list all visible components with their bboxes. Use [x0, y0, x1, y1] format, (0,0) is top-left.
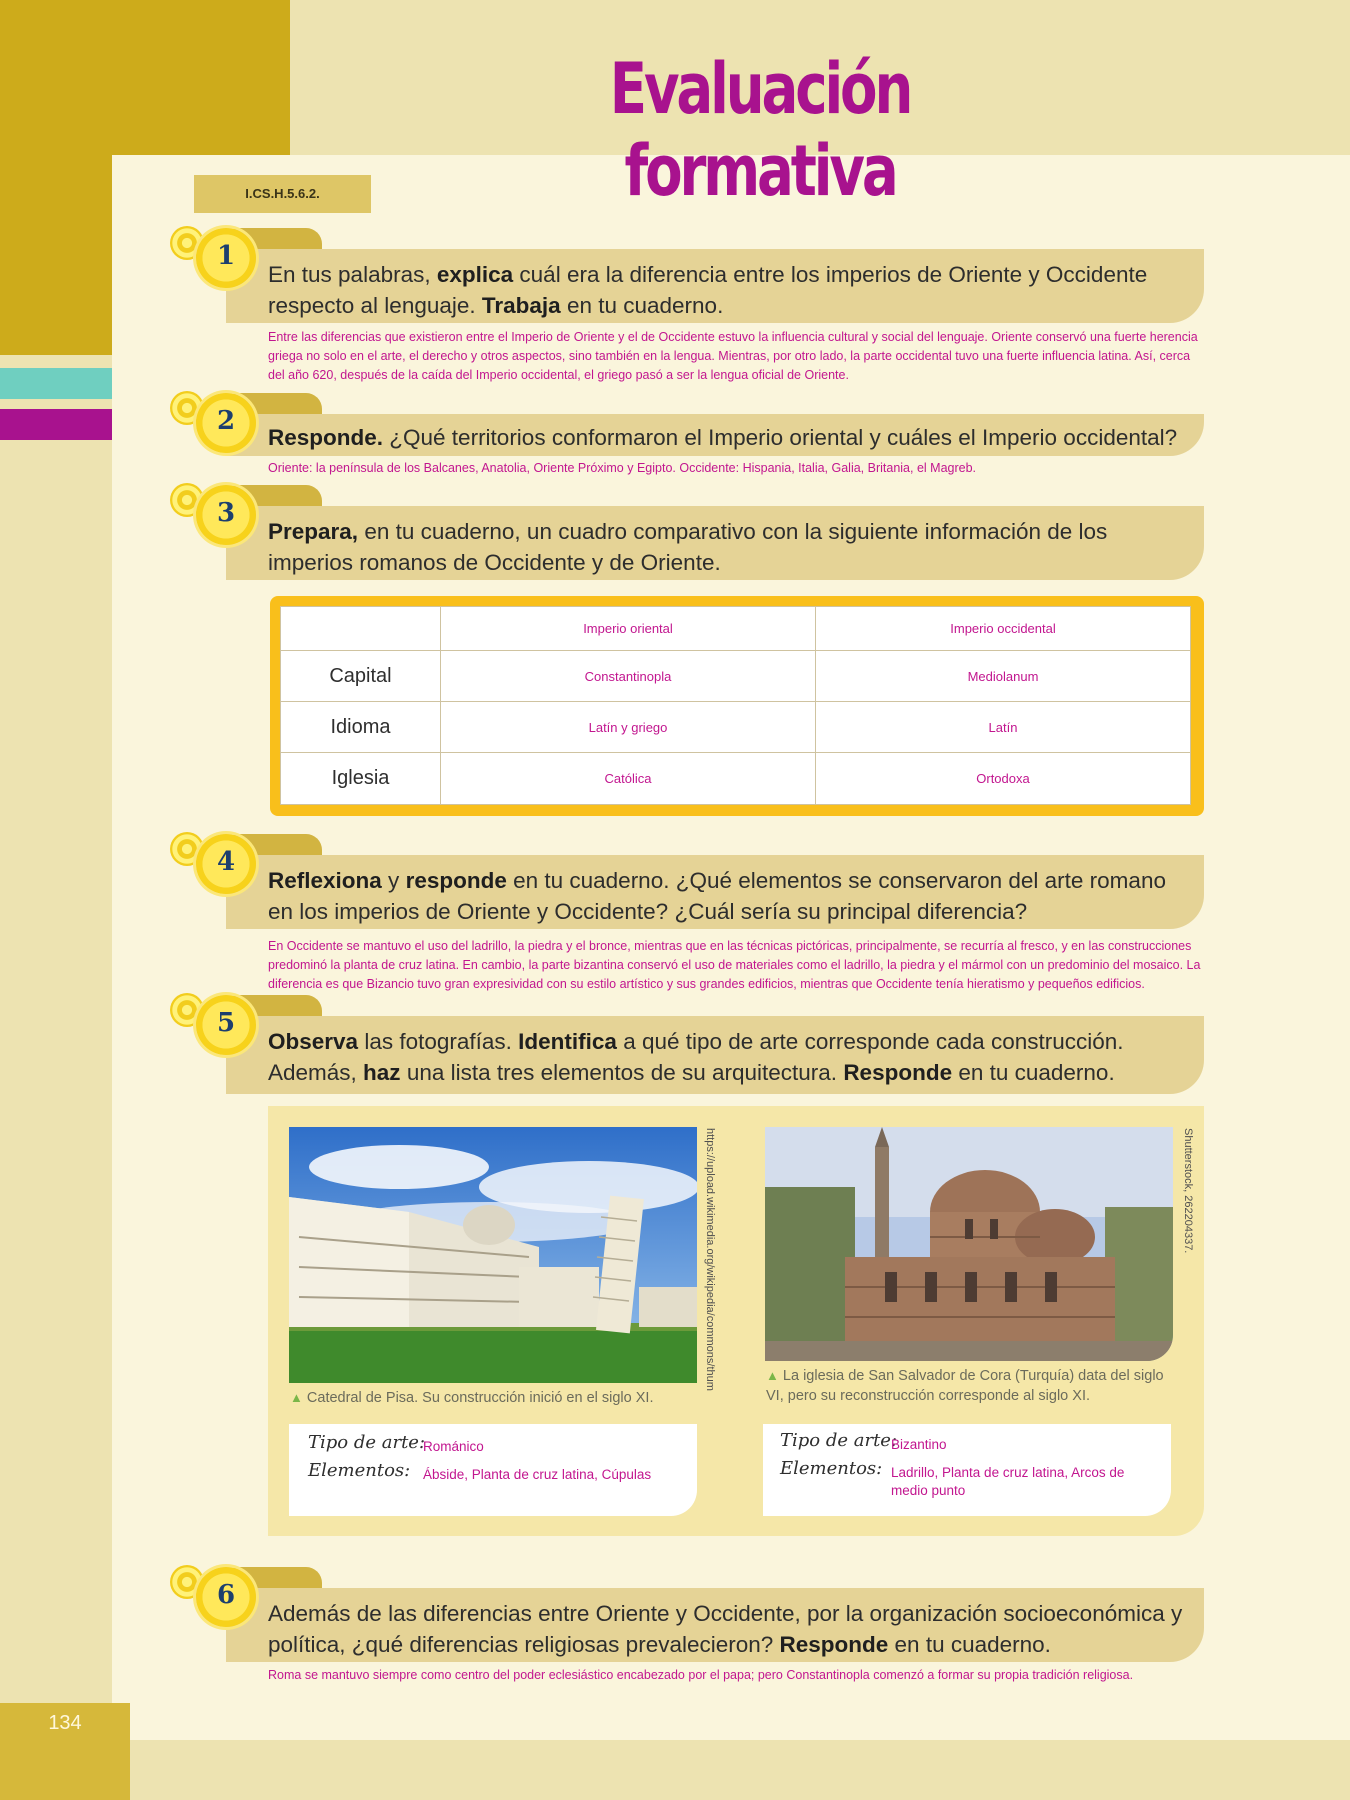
question-text-run: a qué tipo de arte corresponde cada construcción. Además,: [268, 1029, 1124, 1085]
bottom-strip: [112, 1740, 1350, 1800]
photo-credit-wikimedia: https://upload.wikimedia.org/wikipedia/commons/thum: [704, 1128, 716, 1391]
page-title: Evaluación formativa: [609, 48, 911, 212]
question-2-number: 2: [216, 406, 236, 436]
emphasis-text: Observa: [268, 1029, 359, 1054]
header-imperio-oriental: Imperio oriental: [441, 607, 816, 651]
table-row: [281, 651, 1191, 702]
tipo-label: Tipo de arte:: [780, 1430, 898, 1451]
table-row: [281, 753, 1191, 805]
table-row: [281, 702, 1191, 753]
photo-chora-church: [765, 1127, 1173, 1361]
row-label: Iglesia: [281, 753, 441, 805]
table-corner-cell: [281, 607, 441, 651]
caption-text: Catedral de Pisa. Su construcción inició en el siglo XI.: [306, 1390, 654, 1406]
emphasis-text: Responde.: [268, 425, 384, 450]
emphasis-text: Identifica: [518, 1029, 617, 1054]
question-1-text: [226, 249, 1204, 323]
emphasis-text: responde: [405, 868, 507, 893]
question-2-answer: Oriente: la península de los Balcanes, Anatolia, Oriente Próximo y Egipto. Occidente: Hispania, Italia, Galia, Britania, el Magreb.: [268, 461, 977, 475]
question-5-text: [226, 1016, 1204, 1094]
row-label: Idioma: [281, 702, 441, 753]
table-cell: Latín y griego: [441, 702, 816, 753]
photo-pisa-cathedral: [289, 1127, 697, 1383]
comparison-table: [280, 606, 1191, 805]
teal-stripe: [0, 368, 112, 399]
question-text-run: cuál era la diferencia entre los imperios de Oriente y Occidente respecto al lenguaje.: [268, 262, 1148, 318]
triangle-bullet-icon: ▲: [766, 1368, 779, 1383]
row-label: Capital: [281, 651, 441, 702]
elementos-label: Elementos:: [780, 1458, 883, 1479]
question-1-number: 1: [216, 241, 236, 271]
emphasis-text: Prepara,: [268, 519, 359, 544]
question-5-number: 5: [216, 1008, 236, 1038]
question-2-text: [226, 414, 1204, 456]
chora-church-illustration: [765, 1127, 1173, 1361]
pisa-cathedral-illustration: [289, 1127, 697, 1383]
table-cell: Ortodoxa: [816, 753, 1191, 805]
triangle-bullet-icon: ▲: [290, 1390, 303, 1405]
emphasis-text: Responde: [779, 1632, 889, 1657]
question-4-text: [226, 855, 1204, 929]
elementos-value: Ladrillo, Planta de cruz latina, Arcos de medio punto: [891, 1465, 1125, 1498]
table-header-row: [281, 607, 1191, 651]
question-text-run: en tu cuaderno.: [888, 1632, 1051, 1657]
question-text-run: una lista tres elementos de su arquitectura.: [400, 1060, 844, 1085]
question-6-answer: Roma se mantuvo siempre como centro del poder eclesiástico encabezado por el papa; pero Constantinopla comenzó a formar su propia tradición religiosa.: [268, 1668, 1134, 1682]
elementos-value: Ábside, Planta de cruz latina, Cúpulas: [423, 1467, 652, 1482]
question-6-number: 6: [216, 1580, 236, 1610]
tipo-value: Románico: [423, 1439, 484, 1454]
question-text-run: en tu cuaderno. ¿Qué elementos se conservaron del arte romano en los imperios de Oriente y Occidente? ¿Cuál sería su principal diferencia?: [268, 868, 1166, 924]
emphasis-text: Responde: [843, 1060, 953, 1085]
question-text-run: en tu cuaderno.: [560, 293, 724, 318]
photo-caption-pisa: [290, 1388, 710, 1408]
answer-card-pisa: [289, 1424, 697, 1516]
photo-caption-chora: [766, 1366, 1176, 1406]
question-1-answer: Entre las diferencias que existieron entre el Imperio de Oriente y el de Occidente estuvo la influencia cultural y social del lenguaje. Oriente conservó una fuerte herencia griega no solo en el arte, el derecho y otros aspectos, sino también en la lengua. Mientras, por otro lado, la parte occidental tuvo una fuerte influencia latina. Así, cerca del año 620, después de la caída del Imperio occidental, el griego pasó a ser la lengua oficial de Oriente.: [268, 330, 1198, 382]
magenta-stripe: [0, 409, 112, 440]
question-text-run: ¿Qué territorios conformaron el Imperio oriental y cuáles el Imperio occidental?: [383, 425, 1178, 450]
emphasis-text: Trabaja: [481, 293, 561, 318]
question-4-answer: En Occidente se mantuvo el uso del ladrillo, la piedra y el bronce, mientras que en las técnicas pictóricas, principalmente, se recurría al fresco, y en las construcciones predominó la planta de cruz latina. En cambio, la parte bizantina conservó el uso de materiales como el ladrillo, la piedra y el mármol con un predominio del mosaico. La diferencia es que Bizancio tuvo gran expresividad con su estilo artístico y sus grandes edificios, mientras que Occidente tenía hieratismo y pequeños edificios.: [268, 939, 1201, 991]
emphasis-text: haz: [363, 1060, 401, 1085]
table-cell: Católica: [441, 753, 816, 805]
table-cell: Mediolanum: [816, 651, 1191, 702]
emphasis-text: Reflexiona: [268, 868, 382, 893]
table-cell: Latín: [816, 702, 1191, 753]
caption-text: La iglesia de San Salvador de Cora (Turquía) data del siglo VI, pero su reconstrucción corresponde al siglo XI.: [766, 1368, 1164, 1404]
question-6-text: [226, 1588, 1204, 1662]
photo-credit-shutterstock: Shutterstock, 262204337.: [1182, 1128, 1194, 1254]
skill-code-tag: I.CS.H.5.6.2.: [194, 175, 371, 213]
question-4-number: 4: [216, 847, 236, 877]
question-text-run: y: [381, 868, 406, 893]
question-text-run: En tus palabras,: [268, 262, 437, 287]
question-3-number: 3: [216, 498, 236, 528]
question-text-run: las fotografías.: [358, 1029, 519, 1054]
tipo-label: Tipo de arte:: [308, 1432, 426, 1453]
emphasis-text: explica: [436, 262, 514, 287]
question-text-run: en tu cuaderno, un cuadro comparativo con la siguiente información de los imperios romanos de Occidente y de Oriente.: [268, 519, 1108, 575]
page-number: 134: [48, 1712, 82, 1734]
answer-card-chora: [763, 1424, 1171, 1516]
question-3-text: [226, 506, 1204, 580]
header-imperio-occidental: Imperio occidental: [816, 607, 1191, 651]
elementos-label: Elementos:: [308, 1460, 411, 1481]
question-text-run: Además de las diferencias entre Oriente y Occidente, por la organización socioeconómica y política, ¿qué diferencias religiosas prevalecieron?: [268, 1601, 1183, 1657]
question-text-run: en tu cuaderno.: [952, 1060, 1115, 1085]
table-cell: Constantinopla: [441, 651, 816, 702]
tipo-value: Bizantino: [891, 1437, 947, 1452]
